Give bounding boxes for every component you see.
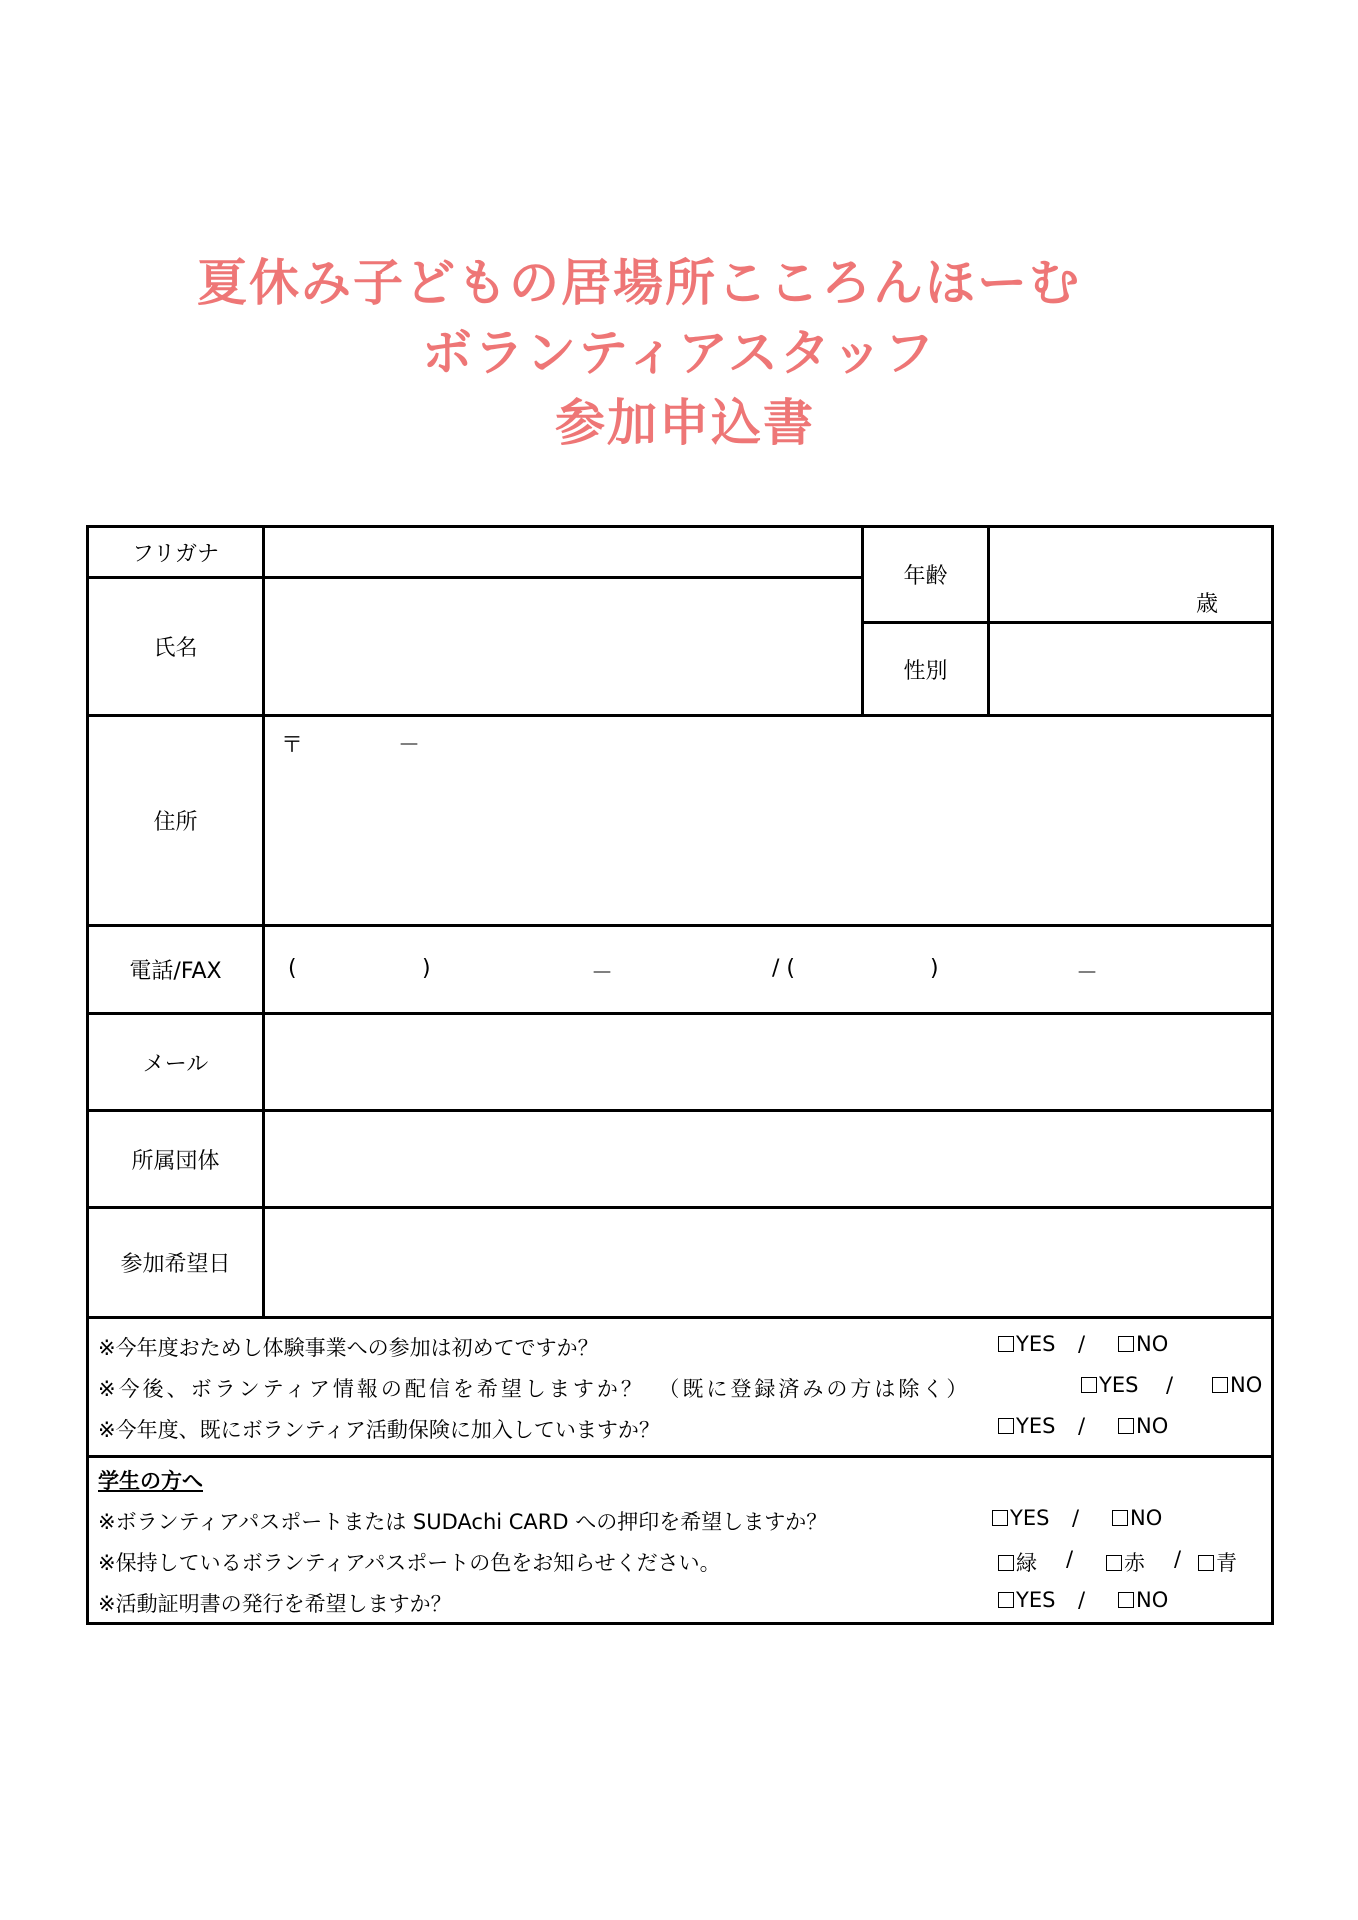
checkbox-icon xyxy=(998,1592,1014,1608)
fax-separator: / ( xyxy=(772,956,795,981)
title-line-1: 夏休み子どもの居場所こころんほーむ xyxy=(197,254,1081,312)
checkbox-icon xyxy=(1112,1510,1128,1526)
email-field[interactable] xyxy=(265,1015,1271,1109)
phone-fax-field[interactable] xyxy=(265,927,1271,1012)
checkbox-icon xyxy=(1118,1592,1134,1608)
title-line-3: 参加申込書 xyxy=(555,394,815,452)
phone-dash: － xyxy=(591,961,614,986)
sq1-yes-option[interactable]: YES xyxy=(992,1506,1049,1530)
postal-mark: 〒 xyxy=(281,733,304,758)
sq1-separator: / xyxy=(1072,1506,1080,1530)
sq1-no-option[interactable]: NO xyxy=(1112,1506,1162,1530)
phone-fax-label: 電話/FAX xyxy=(129,959,222,984)
fax-dash: － xyxy=(1076,961,1099,986)
checkbox-icon xyxy=(998,1336,1014,1352)
student-question-passport-stamp: ※ボランティアパスポートまたは SUDAchi CARD への押印を希望しますか？ xyxy=(98,1510,828,1534)
participation-date-label: 参加希望日 xyxy=(120,1252,231,1277)
name-field[interactable] xyxy=(265,579,861,714)
checkbox-icon xyxy=(992,1510,1008,1526)
sq2-red-option[interactable]: 赤 xyxy=(1106,1547,1145,1577)
fax-close-paren: ) xyxy=(930,956,939,981)
checkbox-icon xyxy=(1106,1555,1122,1571)
q1-separator: / xyxy=(1078,1332,1086,1356)
question-first-trial: ※今年度おためし体験事業への参加は初めてですか？ xyxy=(98,1336,599,1360)
q3-yes-option[interactable]: YES xyxy=(998,1414,1055,1438)
sq2-separator-1: / xyxy=(1066,1547,1074,1571)
participation-date-field[interactable] xyxy=(265,1209,1271,1316)
checkbox-icon xyxy=(1081,1377,1097,1393)
checkbox-icon xyxy=(998,1418,1014,1434)
checkbox-icon xyxy=(1118,1418,1134,1434)
q3-separator: / xyxy=(1078,1414,1086,1438)
gender-field[interactable] xyxy=(990,624,1271,714)
title-line-2: ボランティアスタッフ xyxy=(422,324,936,382)
email-label: メール xyxy=(142,1051,209,1077)
question-volunteer-info: ※今後、ボランティア情報の配信を希望しますか？ （既に登録済みの方は除く） xyxy=(98,1377,971,1401)
sq2-blue-option[interactable]: 青 xyxy=(1198,1547,1237,1577)
students-heading: 学生の方へ xyxy=(98,1469,203,1493)
age-unit: 歳 xyxy=(1196,592,1219,617)
address-label: 住所 xyxy=(153,810,198,835)
checkbox-icon xyxy=(1198,1555,1214,1571)
checkbox-icon xyxy=(1118,1336,1134,1352)
q1-yes-option[interactable]: YES xyxy=(998,1332,1055,1356)
q2-no-option[interactable]: NO xyxy=(1212,1373,1262,1397)
student-question-certificate: ※活動証明書の発行を希望しますか？ xyxy=(98,1592,452,1616)
sq3-separator: / xyxy=(1078,1588,1086,1612)
student-question-passport-color: ※保持しているボランティアパスポートの色をお知らせください。 xyxy=(98,1551,721,1575)
organization-field[interactable] xyxy=(265,1112,1271,1206)
name-label: 氏名 xyxy=(153,636,198,661)
sq2-green-option[interactable]: 緑 xyxy=(998,1547,1037,1577)
phone-close-paren: ) xyxy=(422,956,431,981)
furigana-label: フリガナ xyxy=(132,541,219,567)
organization-label: 所属団体 xyxy=(131,1148,220,1174)
postal-dash: － xyxy=(398,733,421,758)
sq2-separator-2: / xyxy=(1174,1547,1182,1571)
application-form xyxy=(86,525,1274,1625)
furigana-field[interactable] xyxy=(265,528,861,576)
question-insurance: ※今年度、既にボランティア活動保険に加入していますか？ xyxy=(98,1418,660,1442)
gender-label: 性別 xyxy=(903,658,948,684)
q1-no-option[interactable]: NO xyxy=(1118,1332,1168,1356)
q2-separator: / xyxy=(1166,1373,1174,1397)
age-field[interactable] xyxy=(990,528,1271,621)
age-label: 年齢 xyxy=(903,564,948,589)
sq3-yes-option[interactable]: YES xyxy=(998,1588,1055,1612)
checkbox-icon xyxy=(998,1555,1014,1571)
checkbox-icon xyxy=(1212,1377,1228,1393)
q2-yes-option[interactable]: YES xyxy=(1081,1373,1138,1397)
q3-no-option[interactable]: NO xyxy=(1118,1414,1168,1438)
sq3-no-option[interactable]: NO xyxy=(1118,1588,1168,1612)
phone-open-paren: ( xyxy=(288,956,297,981)
